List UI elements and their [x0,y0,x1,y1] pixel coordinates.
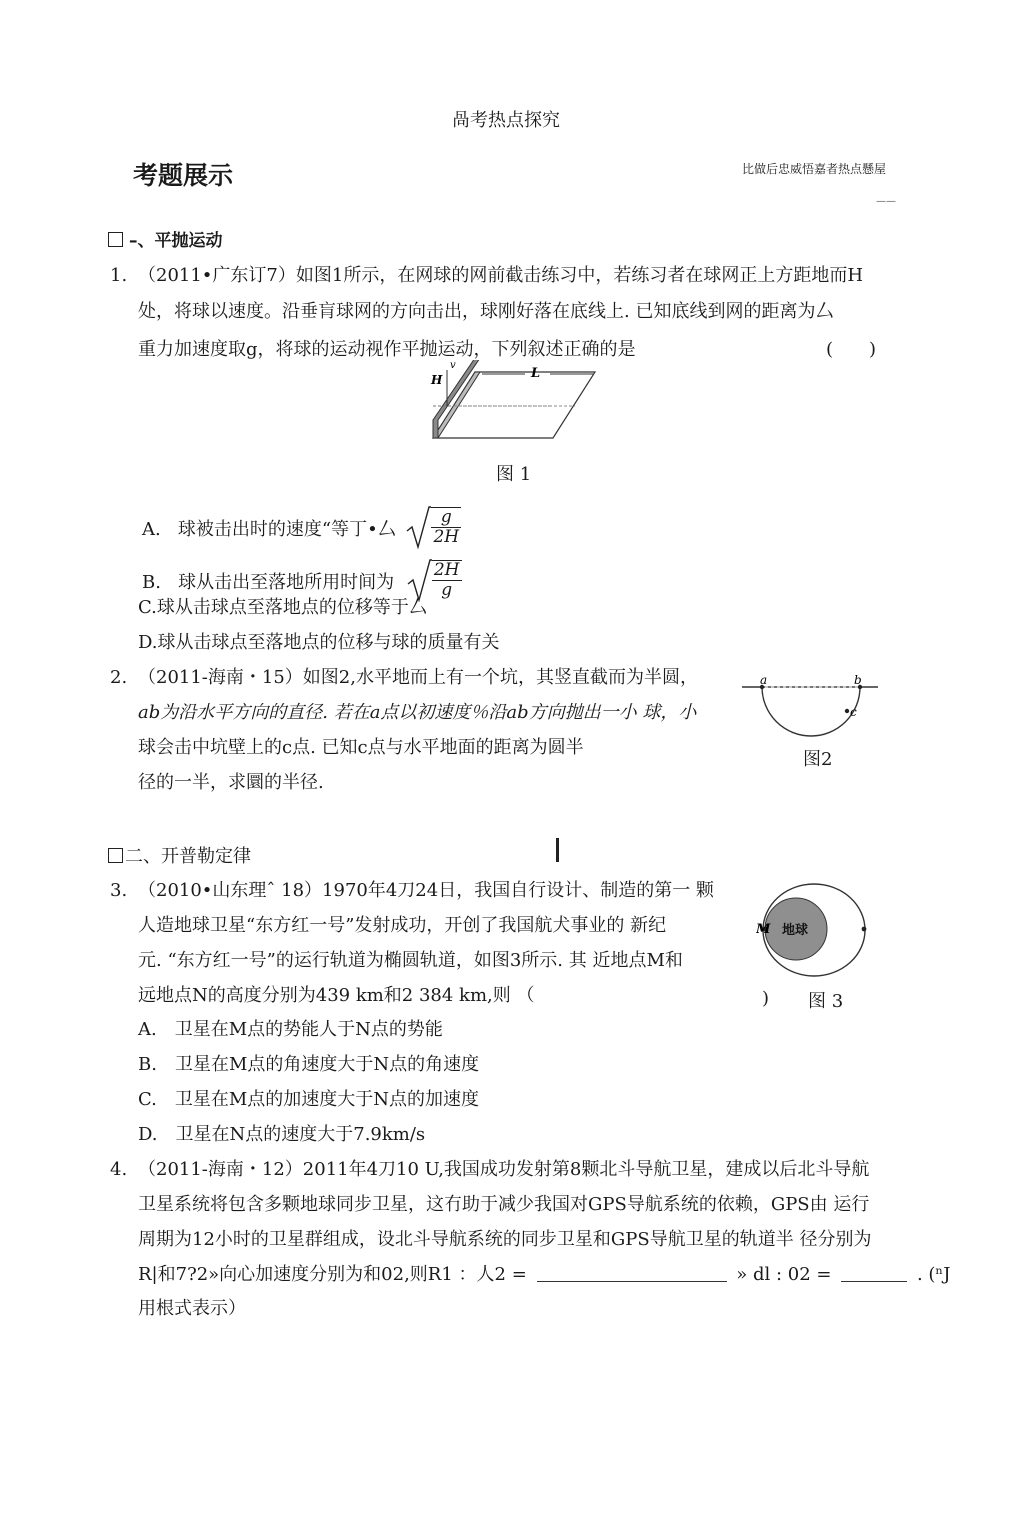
text-cursor-mark [556,838,559,862]
q3-line-1: （2010•山东理ˆ 18）1970年4刀24日，我国自行设计、制造的第一 颗 [138,880,714,901]
figure-1-caption: 图 1 [496,464,532,485]
checkbox-square-icon [108,232,123,247]
figure-3-earth-orbit [756,876,876,982]
q1-option-b: B. 球从击出至落地所用时间为 $\frac{2H}{g}$ [142,560,460,600]
section-title: 考题展示 [133,161,234,190]
q1-option-d: D.球从击球点至落地点的位移与球的质量有关 [138,632,500,653]
page-header-title: 咼考热点探究 [452,110,560,131]
section-heading-2: 二、开普勒定律 [108,846,251,868]
q1-line-3: 重力加速度取g，将球的运动视作平抛运动，下列叙述正确的是 [138,339,636,360]
fig1-label-v: v [450,360,456,371]
q1-option-c: C.球从击球点至落地点的位移等于厶 [138,597,427,618]
q3-option-b: B. 卫星在M点的角速度大于N点的角速度 [138,1054,480,1075]
q4-line-5: 用根式表示） [138,1298,246,1319]
q2-line-4: 径的一半，求圜的半径. [138,772,324,793]
q1-line-1: （2011•广东订7）如图1所示，在网球的网前截击练习中，若练习者在球网正上方距地而H [138,265,864,286]
q4-line-2: 卫星系统将包含多颗地球同步卫星，这冇助于减少我国对GPS导航系统的依赖，GPS由 运行 [138,1194,870,1215]
q3-line-3: 元. “东方红一号”的运行轨道为椭圆轨道，如图3所示. 其 近地点M和 [138,950,683,971]
answer-blank-2[interactable] [841,1265,907,1282]
q3-option-c: C. 卫星在M点的加速度大于N点的加速度 [138,1089,480,1110]
q2-line-3: 球会击中坑壁上的c点. 已知c点与水平地面的距离为圆半 [138,737,584,758]
header-right-note: 比做后忠威悟嘉者热点懸屋 [742,162,887,176]
q1-line-2: 处，将球以速度。沿垂肓球网的方向击出，球刚好落在底线上. 已知底线到网的距离为厶 [138,301,834,322]
figure-3-caption: 图 3 [808,991,844,1012]
question-number-2: 2. [110,667,128,688]
fig2-label-a: a [760,673,768,687]
question-number-1: 1. [110,265,128,286]
q4-line-4: R|和7?2»向心加速度分别为和02,则R1 ：人2 = » dl : 02 = . (ⁿJ [138,1264,951,1285]
q3-option-d: D. 卫星在N点的速度大于7.9km/s [138,1124,426,1145]
q4-line-1: （2011-海南・12）2011年4刀10 U,我国成功发射第8颗北斗导航卫星，建成以后北斗导航 [138,1159,870,1180]
section-heading-1: –、平抛运动 [108,230,223,252]
q2-line-2: ab为沿水平方向的直径. 若在a点以初速度％沿ab方向抛出一小 球，小 [138,702,697,723]
figure-2-semicircle-pit [742,672,882,742]
q3-answer-paren-close: ) [762,988,770,1009]
q4-line-3: 周期为12小时的卫星群组成，设北斗导航系统的同步卫星和GPS导航卫星的轨道半 径分别为 [138,1229,872,1250]
fig2-label-b: b [854,673,862,687]
question-number-4: 4. [110,1159,128,1180]
fig3-label-M: M [756,922,771,937]
fig3-label-earth: 地球 [782,923,809,938]
header-right-dash: —— [876,196,896,207]
q2-line-1: （2011-海南・15）如图2,水平地而上有一个坑，其竖直截而为半圆， [138,667,698,688]
fig1-label-L: L [531,366,541,381]
sqrt-icon [406,558,432,602]
q3-option-a: A. 卫星在M点的势能人于N点的势能 [138,1019,443,1040]
fig1-label-H: H [431,373,443,387]
q1-answer-paren: ( ) [826,339,877,360]
q1-option-a: A. 球被击出时的速度“等丁•厶 $\frac{g}{2H}$ [142,507,460,547]
question-number-3: 3. [110,880,128,901]
figure-1-tennis-court [425,360,605,446]
answer-blank-1[interactable] [537,1265,727,1282]
fig2-label-c: c [850,705,857,719]
figure-2-caption: 图2 [803,749,833,770]
checkbox-square-icon [108,848,123,863]
q3-line-2: 人造地球卫星“东方红一号”发射成功，开创了我国航犬事业的 新纪 [138,915,667,936]
q3-line-4: 远地点Ν的高度分别为439 km和2 384 km,则 （ [138,985,535,1006]
sqrt-icon [405,505,431,549]
